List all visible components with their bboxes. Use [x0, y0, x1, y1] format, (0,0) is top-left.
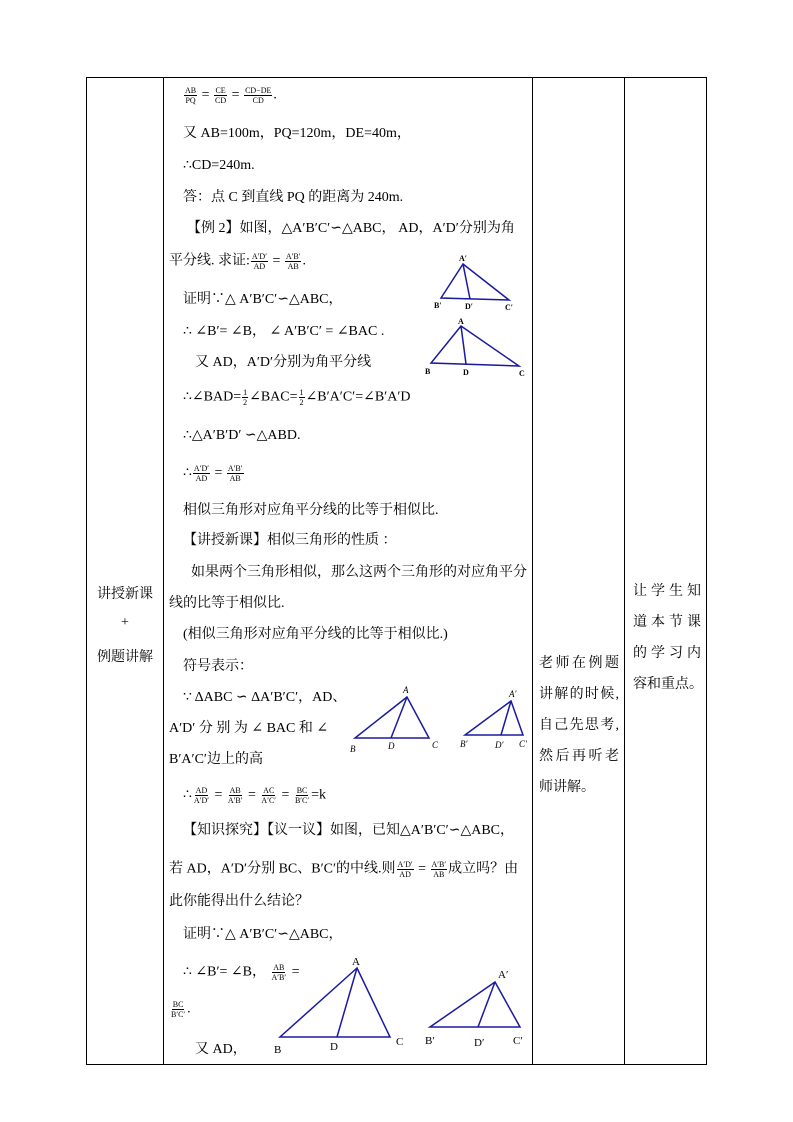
property-line-2: 线的比等于相似比.	[169, 596, 285, 611]
stage-column	[87, 78, 163, 1064]
figure-triangle-3	[343, 682, 445, 757]
fraction: $\frac{A'D'}{AD}$	[193, 464, 209, 483]
explore-line-3: 此你能得出什么结论？	[169, 894, 309, 909]
fraction: $\frac{A'D'}{AD}$	[397, 860, 413, 879]
fraction: $\frac{A'B'}{AB}$	[431, 860, 447, 879]
svg-text:A′: A′	[459, 254, 468, 263]
teacher-column	[533, 78, 624, 1064]
figure-triangle-2	[421, 316, 531, 381]
svg-text:D′: D′	[495, 740, 504, 750]
svg-text:D: D	[463, 368, 469, 377]
svg-text:C′: C′	[513, 1035, 523, 1047]
example-2-title: 【例 2】如图，△A′B′C′∽△ABC， AD，A′D′分别为角	[187, 221, 515, 236]
figure-triangle-4	[457, 688, 543, 758]
symbol-line-1: ∵ ΔABC ∽ ΔA′B′C′，AD、	[183, 690, 347, 705]
fraction: $\frac{AB}{A'B'}$	[271, 963, 287, 982]
proof2-line-2: ∴ ∠B′= ∠B， $\frac{AB}{A'B'}$ =	[183, 963, 300, 982]
new-lesson-heading: 【讲授新课】相似三角形的性质 ：	[183, 533, 397, 548]
fraction: $\frac{BC}{B'C'}$	[294, 786, 310, 805]
lesson-content	[165, 78, 532, 1064]
explore-line-1: 【知识探究】【议一议】如图，已知△A′B′C′∽△ABC，	[183, 823, 515, 838]
equation-ratio: $\frac{AB}{PQ}$ = $\frac{CE}{CD}$ = $\frac{CD-DE}{CD}$ .	[185, 86, 277, 105]
purpose-note-line: 容和重点。	[633, 677, 703, 692]
stage-label-plus: +	[121, 615, 129, 630]
purpose-note-line: 让学生知	[633, 584, 701, 599]
proof-line-4: ∴∠BAD= $\frac{1}{2}$ ∠BAC= $\frac{1}{2}$ ∠B′A′C′=∠B′A′D	[183, 388, 411, 407]
symbol-heading: 符号表示：	[183, 659, 253, 674]
proof-line-3: 又 AD，A′D′分别为角平分线	[195, 355, 372, 370]
svg-text:B: B	[350, 744, 356, 754]
fraction: $\frac{1}{2}$	[299, 388, 304, 407]
svg-text:B: B	[425, 367, 431, 376]
svg-text:D: D	[330, 1041, 338, 1053]
proof-line-6: ∴ $\frac{A'D'}{AD}$ = $\frac{A'B'}{AB}$	[183, 464, 243, 483]
stage-label-1: 讲授新课	[97, 587, 153, 602]
svg-text:B′: B′	[434, 301, 442, 310]
example-2-prove: 平分线. 求证: $\frac{A'D'}{AD}$ = $\frac{A'B'}{AB}$ .	[169, 252, 306, 271]
svg-text:A′: A′	[498, 969, 509, 981]
svg-text:A: A	[458, 317, 464, 326]
svg-text:D′: D′	[474, 1037, 485, 1049]
svg-text:B: B	[274, 1044, 282, 1056]
property-line-1: 如果两个三角形相似，那么这两个三角形的对应角平分	[191, 565, 527, 580]
svg-text:B′: B′	[460, 739, 468, 749]
fraction: $\frac{A'B'}{AB}$	[227, 464, 243, 483]
explore-line-2: 若 AD，A′D′分别 BC、B′C′的中线.则 $\frac{A'D'}{AD}$ = $\frac{A'B'}{AB}$ 成立吗？由	[169, 860, 519, 879]
purpose-column	[625, 78, 708, 1064]
svg-text:D: D	[388, 741, 395, 751]
svg-text:C′: C′	[505, 303, 514, 312]
answer-line: 答：点 C 到直线 PQ 的距离为 240m.	[183, 190, 404, 205]
purpose-note-line: 的学习内	[633, 646, 701, 661]
svg-text:C: C	[432, 740, 439, 750]
svg-text:A: A	[403, 685, 409, 695]
symbol-line-4: ∴ $\frac{AD}{A'D'}$ = $\frac{AB}{A'B'}$ = $\frac{AC}{A'C'}$ = $\frac{BC}{B'C'}$ =k	[183, 786, 327, 805]
proof-line-2: ∴ ∠B′= ∠B， ∠ A′B′C′ = ∠BAC .	[183, 324, 385, 339]
teacher-note-line: 讲解的时候,	[539, 687, 619, 702]
proof-line-5: ∴△A′B′D′ ∽△ABD.	[183, 428, 301, 443]
figure-triangle-6	[420, 963, 540, 1058]
fraction: $\frac{1}{2}$	[243, 388, 248, 407]
symbol-line-2: A′D′ 分 别 为 ∠ BAC 和 ∠	[169, 721, 329, 736]
fraction: $\frac{CD-DE}{CD}$	[245, 86, 272, 105]
column-divider	[163, 78, 164, 1064]
teacher-note-line: 自己先思考,	[539, 718, 619, 733]
fraction: $\frac{AD}{A'D'}$	[193, 786, 209, 805]
purpose-note-line: 道本节课	[633, 615, 701, 630]
figure-triangle-1	[429, 253, 529, 318]
proof2-line-4: 又 AD，	[195, 1042, 247, 1057]
svg-text:C: C	[519, 369, 525, 378]
fraction: $\frac{CE}{CD}$	[215, 86, 227, 105]
fraction: $\frac{BC}{B'C'}$	[171, 1000, 186, 1019]
teacher-note-line: 老师在例题	[539, 656, 619, 671]
teacher-note-line: 师讲解。	[539, 780, 595, 795]
svg-text:C′: C′	[519, 739, 527, 749]
svg-text:D′: D′	[465, 302, 474, 311]
teacher-note-line: 然后再听老	[539, 749, 619, 764]
result-line: ∴CD=240m.	[183, 158, 255, 173]
fraction: $\frac{A'B'}{AB}$	[285, 252, 301, 271]
fraction: $\frac{A'D'}{AD}$	[251, 252, 267, 271]
symbol-line-3: B′A′C′边上的高	[169, 752, 263, 767]
svg-text:A: A	[352, 956, 360, 968]
svg-text:A′: A′	[509, 689, 517, 699]
property-note: (相似三角形对应角平分线的比等于相似比.)	[183, 627, 448, 642]
proof-line-1: 证明∵△ A′B′C′∽△ABC，	[183, 292, 343, 307]
lesson-table	[86, 77, 707, 1065]
fraction: $\frac{AB}{A'B'}$	[227, 786, 243, 805]
fraction: $\frac{AB}{PQ}$	[185, 86, 197, 105]
proof2-line-3: $\frac{BC}{B'C'}$ .	[171, 1000, 191, 1019]
fraction: $\frac{AC}{A'C'}$	[261, 786, 277, 805]
svg-text:C: C	[396, 1036, 404, 1048]
conclusion-line: 相似三角形对应角平分线的比等于相似比.	[183, 503, 439, 518]
figure-triangle-5	[272, 950, 412, 1060]
svg-text:B′: B′	[425, 1035, 435, 1047]
stage-label-2: 例题讲解	[97, 650, 153, 665]
proof2-line-1: 证明∵△ A′B′C′∽△ABC，	[183, 927, 343, 942]
given-line: 又 AB=100m，PQ=120m，DE=40m，	[183, 126, 411, 141]
